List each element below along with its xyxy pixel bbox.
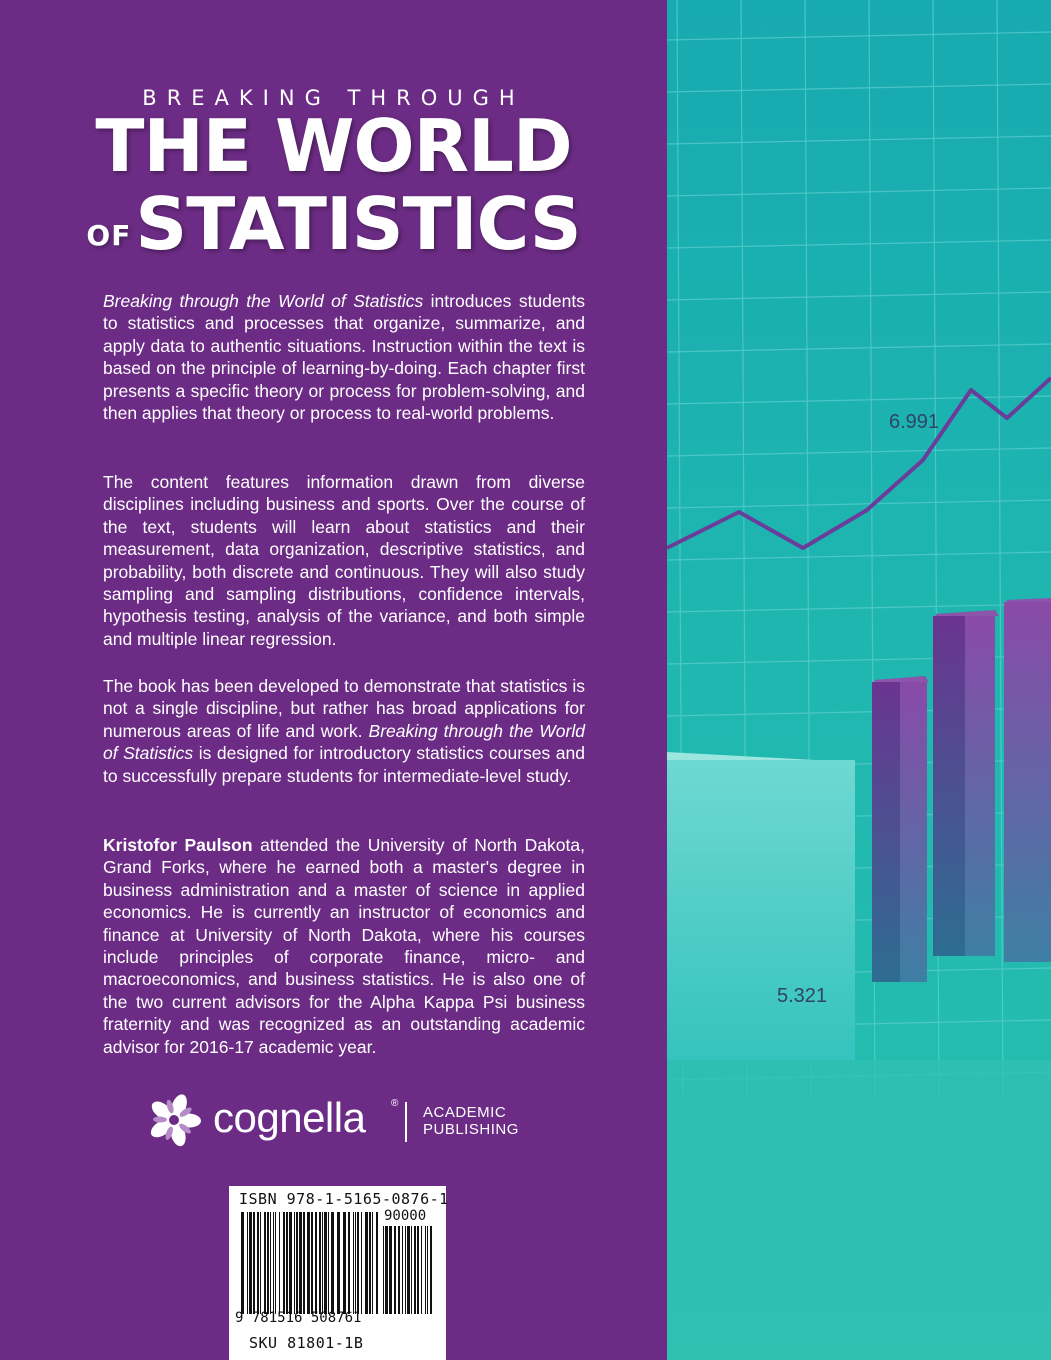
barcode-bar <box>343 1212 346 1314</box>
barcode-bar <box>315 1212 317 1314</box>
barcode-bar <box>275 1212 276 1314</box>
bar-2 <box>872 682 900 982</box>
description-paragraph-1 <box>103 290 585 424</box>
barcode-bar <box>324 1212 327 1314</box>
barcode-digits: 9 781516 508761 <box>235 1310 362 1326</box>
barcode-bar <box>289 1212 292 1314</box>
barcode-bar <box>299 1212 302 1314</box>
barcode-bar <box>286 1212 288 1314</box>
barcode-bar <box>372 1212 373 1314</box>
barcode-bar <box>257 1212 259 1314</box>
cognella-flower-icon <box>143 1090 205 1150</box>
publisher-subtitle-line-1: ACADEMIC <box>423 1104 507 1121</box>
barcode-bar <box>355 1212 356 1314</box>
author-bio <box>103 834 585 1058</box>
bar-3-front <box>965 616 995 956</box>
book-title-italic-2: Breaking through the World of Statistics <box>103 720 585 764</box>
foreground-base <box>667 1060 1051 1360</box>
title-statistics: STATISTICS <box>135 182 581 266</box>
barcode-bar <box>307 1212 310 1314</box>
barcode-bar <box>260 1212 261 1314</box>
barcode-bar <box>417 1226 419 1314</box>
barcode-bar <box>407 1226 410 1314</box>
barcode-bar <box>353 1212 354 1314</box>
bar-3 <box>933 616 965 956</box>
barcode-bar <box>322 1212 323 1314</box>
p3-start: The book has been developed to demonstrate that statistics is not a single discipline, but rather has broad applications for numerous areas of life and work. <box>103 676 585 741</box>
bar-2-front <box>900 682 927 982</box>
barcode-bar <box>267 1212 269 1314</box>
barcode-bar <box>247 1212 248 1314</box>
registered-mark: ® <box>391 1098 399 1109</box>
barcode-bar <box>249 1212 252 1314</box>
logo-divider <box>405 1102 407 1142</box>
author-name: Kristofor Paulson <box>103 835 253 855</box>
barcode-bar <box>283 1212 285 1314</box>
price-code: 90000 <box>384 1208 427 1224</box>
chart-illustration <box>667 0 1051 1360</box>
sku-number: SKU 81801-1B <box>249 1334 364 1352</box>
isbn-barcode <box>229 1186 449 1360</box>
barcode-bar <box>369 1212 371 1314</box>
barcode-bar <box>273 1212 274 1314</box>
barcode-bar <box>357 1212 359 1314</box>
barcode-bar <box>421 1226 422 1314</box>
barcode-addon-bars <box>383 1226 437 1314</box>
chart-value-lower: 5.321 <box>777 985 828 1007</box>
publisher-subtitle <box>423 1104 519 1138</box>
book-title-italic: Breaking through the World of Statistics <box>103 291 424 311</box>
p1-text: introduces students to statistics and processes that organize, summarize, and apply data to authentic situations. Instruction within the text is based on the principle of learning-by-doing. Each chapter first presents a specific theory or process for problem-solving, and then applies that theory or process to real-world problems. <box>103 291 585 424</box>
title-of: OF <box>86 219 132 252</box>
barcode-bars <box>241 1212 381 1314</box>
barcode-bar <box>414 1226 416 1314</box>
barcode-bar <box>385 1226 388 1314</box>
barcode-bar <box>311 1212 313 1314</box>
barcode-bar <box>361 1212 362 1314</box>
barcode-bar <box>398 1226 400 1314</box>
barcode-bar <box>430 1226 432 1314</box>
publisher-name: cognella <box>213 1094 366 1141</box>
publisher-subtitle-line-2: PUBLISHING <box>423 1121 519 1138</box>
barcode-bar <box>319 1212 321 1314</box>
barcode-bar <box>383 1226 384 1314</box>
publisher-logo <box>143 1090 543 1146</box>
author-bio-text: attended the University of North Dakota, Grand Forks, where he earned both a master's degree in business administration and a master of science in applied economics. He is currently an instructor of economics and finance at University of North Dakota, where his courses include principles of corporate finance, micro- and macroeconomics, and business statistics. He is also one of the two current advisors for the Alpha Kappa Psi business fraternity and was recognized as an outstanding academic advisor for 2016-17 academic year. <box>103 835 585 1057</box>
description-paragraph-2: The content features information drawn from diverse disciplines including business and sports. Over the course of the text, students will learn about statistics and their measurement, data organization, descriptive statistics, and probability, both discrete and continuous. They will also study sampling and sampling distributions, confidence intervals, hypothesis testing, analysis of the variance, and both simple and multiple linear regression. <box>103 472 585 649</box>
barcode-bar <box>348 1212 350 1314</box>
isbn-number: ISBN 978-1-5165-0876-1 <box>239 1190 449 1208</box>
barcode-bar <box>425 1226 426 1314</box>
barcode-bar <box>296 1212 298 1314</box>
chart-value-upper: 6.991 <box>889 411 940 433</box>
title-kicker: BREAKING THROUGH <box>142 86 525 110</box>
barcode-bar <box>303 1212 305 1314</box>
p3-end: is designed for introductory statistics courses and to successfully prepare students for intermediate-level study. <box>103 743 585 786</box>
barcode-bar <box>331 1212 334 1314</box>
barcode-bar <box>376 1212 378 1314</box>
barcode-bar <box>264 1212 266 1314</box>
chart-illustration-graphic <box>667 0 1051 1360</box>
barcode-bar <box>241 1212 244 1314</box>
barcode-bar <box>253 1212 255 1314</box>
barcode-bar <box>402 1226 403 1314</box>
title-line-1: THE WORLD <box>95 104 572 188</box>
barcode-bar <box>365 1212 368 1314</box>
barcode-bar <box>394 1226 396 1314</box>
barcode-bar <box>427 1226 428 1314</box>
barcode-bar <box>405 1226 406 1314</box>
barcode-bar <box>337 1212 340 1314</box>
barcode-bar <box>294 1212 295 1314</box>
bar-4 <box>1004 602 1051 962</box>
barcode-bar <box>389 1226 392 1314</box>
barcode-bar <box>328 1212 329 1314</box>
title-line-2 <box>0 182 667 286</box>
foreground-slab <box>667 760 855 1060</box>
barcode-bar <box>411 1226 412 1314</box>
barcode-bar <box>270 1212 271 1314</box>
description-paragraph-3 <box>103 675 585 787</box>
barcode-bar <box>279 1212 280 1314</box>
